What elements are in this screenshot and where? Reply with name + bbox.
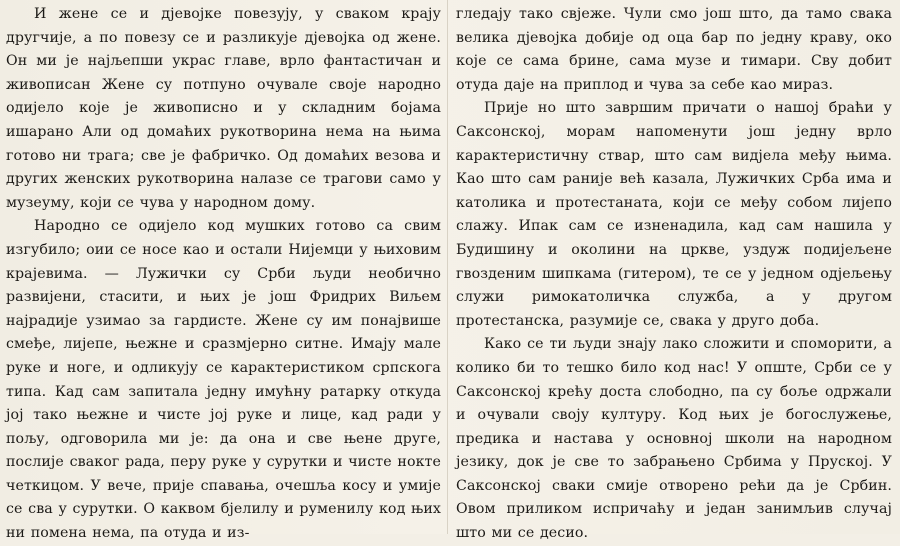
- right-text-column: [456, 3, 892, 546]
- left-paragraph-1: И жене се и дјевојке повезују, у сваком крају другчије, а по повезу се и разликује дјевојка од жене. Он ми је најљепши украс главе, врло фантастичан и живописан Жене су потпуно очувале своје народно одијело које је живописно и у складним бојама ишарано Али од домаћих рукотворина нема на њима готово ни трага; све је фабричко. Од домаћих везова и других женских рукотворина налазе се трагови само у музеуму, који се чува у народном дому.: [6, 6, 441, 211]
- column-gutter: [447, 0, 448, 534]
- left-paragraph-2: Народно се одијело код мушких готово са свим изгубило; оии се носе као и остали Нијемци у њиховим крајевима. — Лужички су Срби људи необично развијени, стасити, и њих је још Фридрих Виљем најрадије узимао за гардисте. Жене су им понајвише смеђе, лијепе, њежне и сразмјерно ситне. Имају мале руке и ноге, и одликују се карактеристиком српскога типа. Кад сам запитала једну имућну ратарку откуда јој тако њежне и чисте јој руке и лице, кад ради у пољу, одговорила ми је: да она и све њене друге, послије сваког рада, перу руке у сурутки и чисте нокте четкицом. У вече, прије спавања, очешља косу и умије се сва у сурутки. О каквом бјелилу и руменилу код њих ни помена нема, па отуда и из-: [6, 218, 441, 542]
- right-paragraph-2: Прије но што завршим причати о нашој браћи у Саксонској, морам напоменути још једну врло карактеристичну ствар, што сам видјела међу њима. Као што сам раније већ казала, Лужичких Срба има и католика и протестаната, који се међу собом лијепо слажу. Ипак сам се изненадила, кад сам нашила у Будишину и околини на цркве, уздуж подијељене гвозденим шипкама (гитером), те се у једном одјељењу служи римокатоличка служба, а у другом протестанска, разумије се, свака у друго доба.: [456, 100, 892, 329]
- right-paragraph-1: гледају тако свјеже. Чули смо још што, да тамо свака велика дјевојка добије од оца бар по једну краву, око које се сама брине, сама музе и тимари. Сву добит отуда даје на приплод и чува за себе као мираз.: [456, 6, 892, 93]
- left-text-column: [6, 3, 441, 546]
- right-paragraph-3: Како се ти људи знају лако сложити и споморити, а колико би то тешко било код нас! У опште, Срби се у Саксонској крећу доста слободно, па су боље одржали и очували своју културу. Код њих је богослужење, предика и настава у основној школи на народном језику, док је све то забрањено Србима у Пруској. У Саксонској сваки смије отворено рећи да је Србин. Овом приликом испричаћу и један занимљив случај што ми се десио.: [456, 336, 892, 542]
